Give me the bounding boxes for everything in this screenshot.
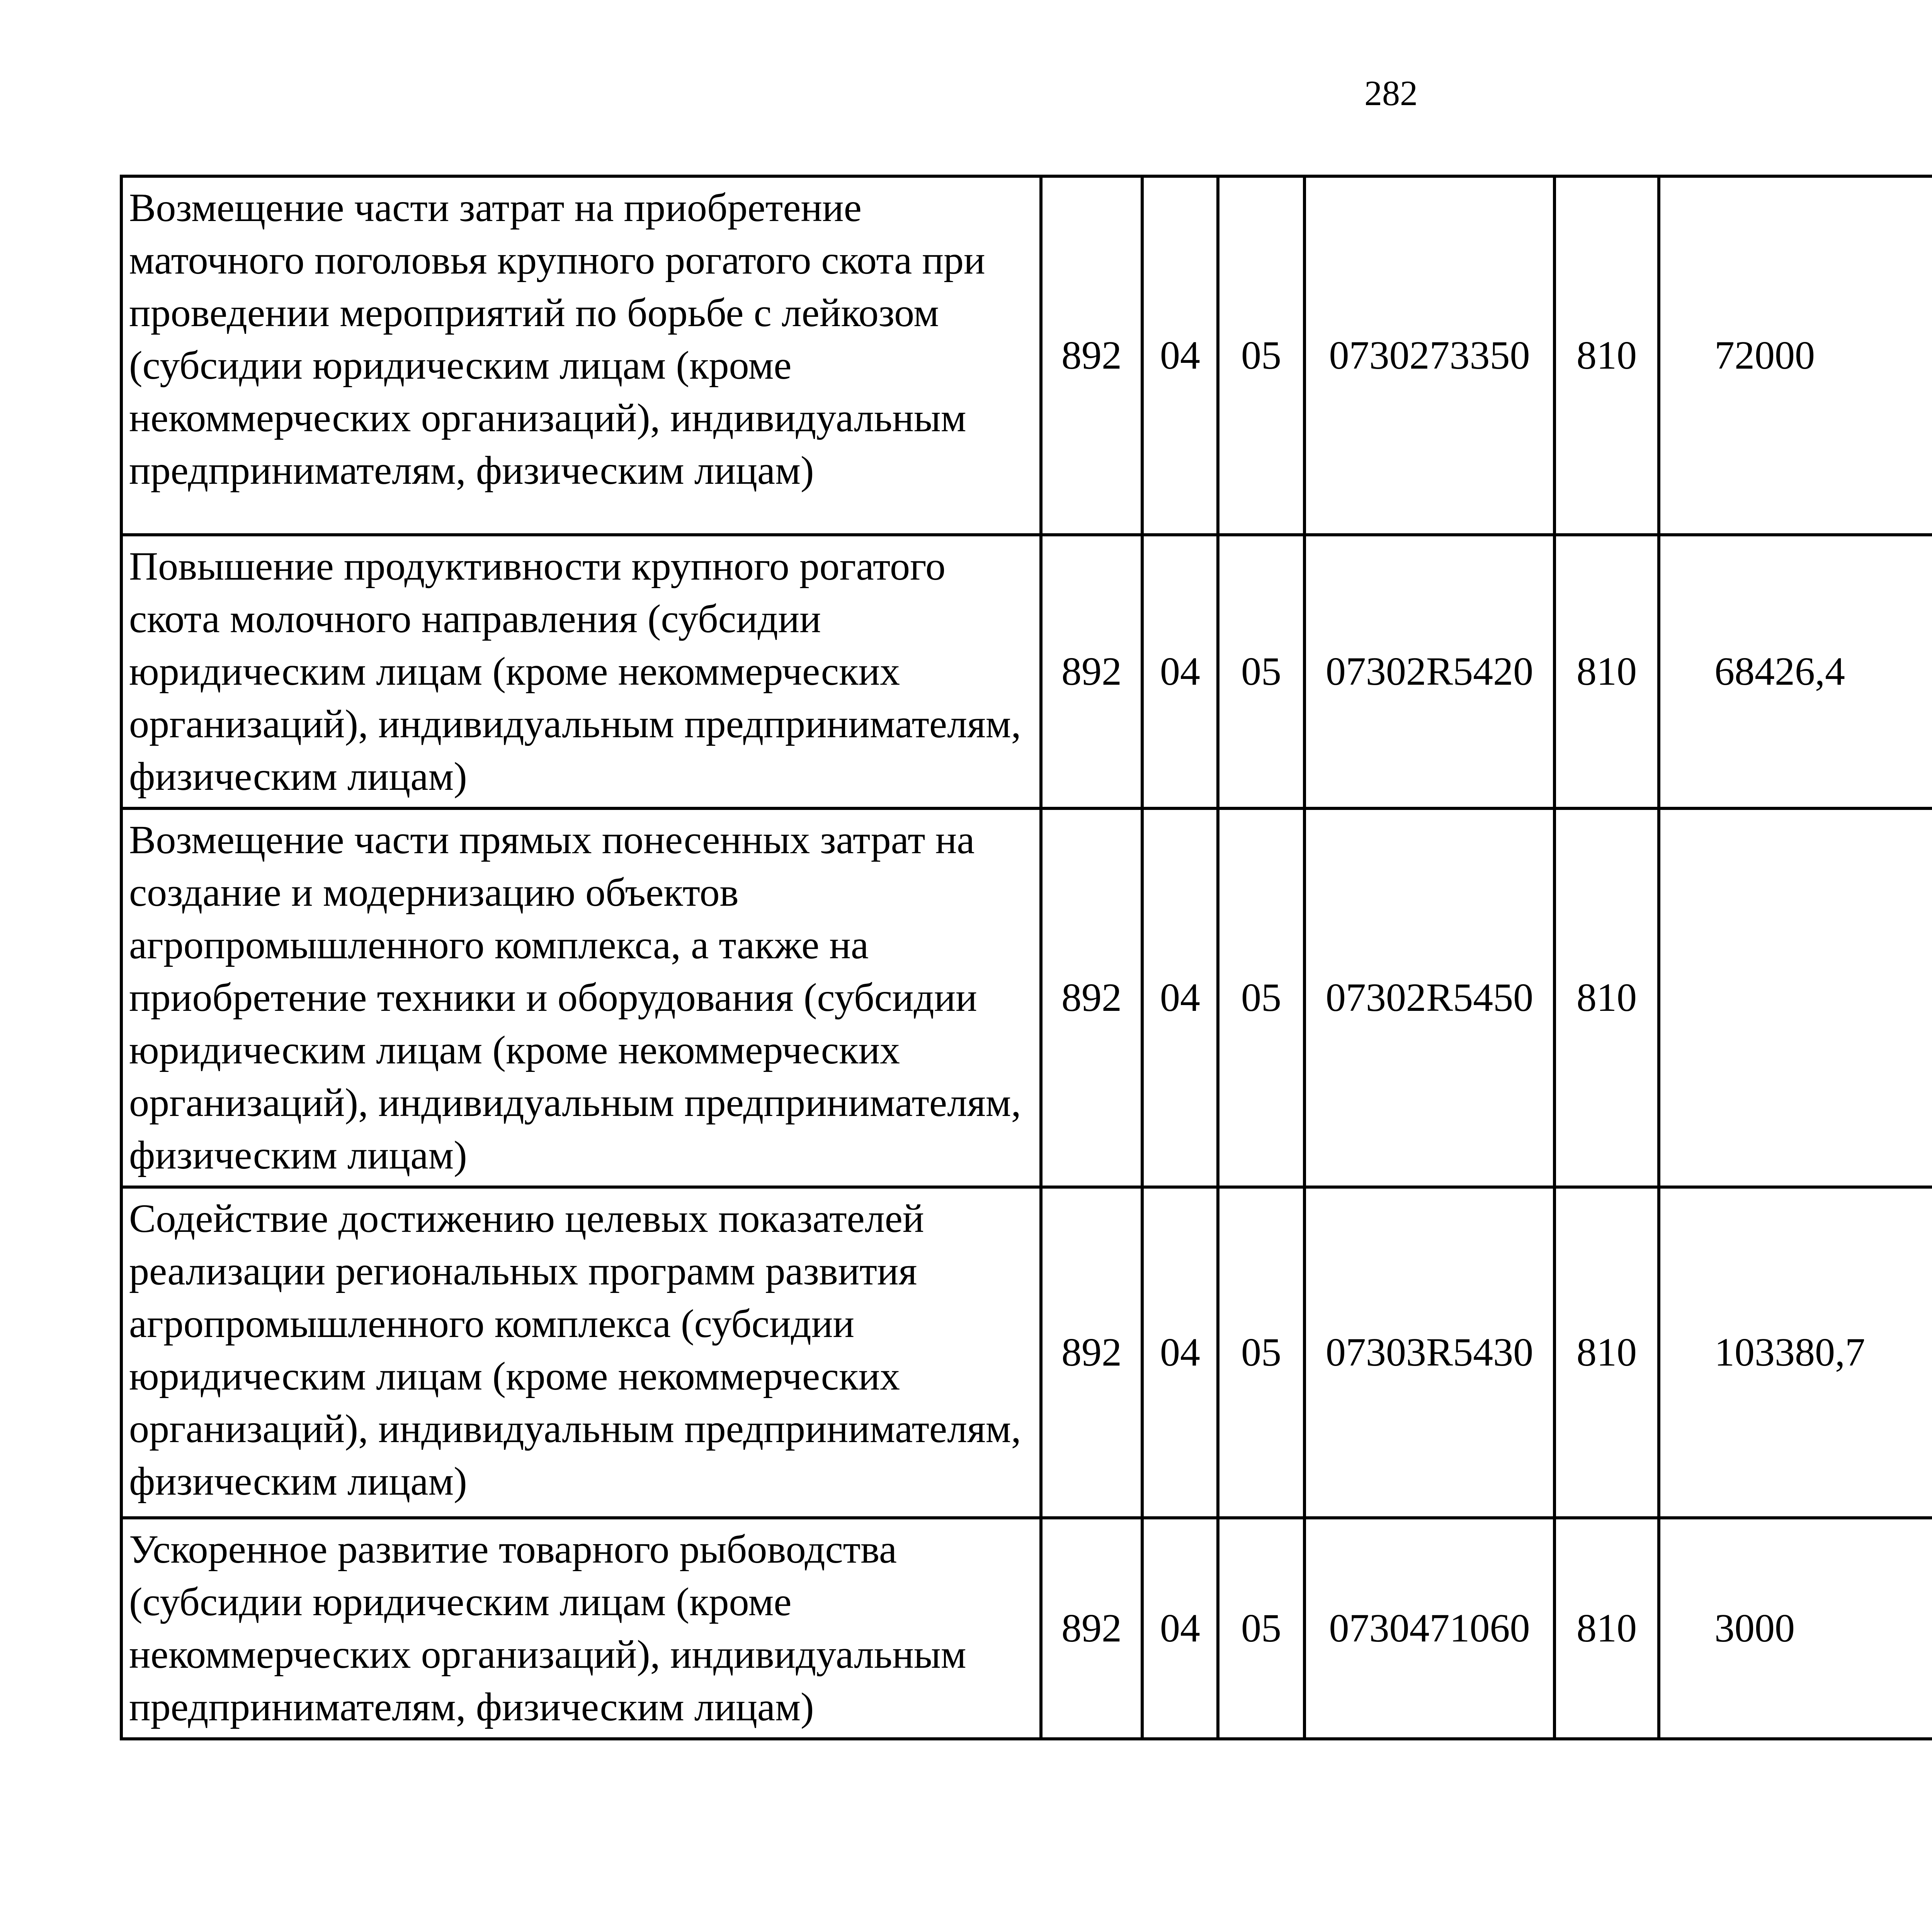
section-code: 04 — [1142, 808, 1218, 1187]
expense-type-code: 810 — [1554, 535, 1659, 808]
amount-year-1: 68426,4 — [1659, 535, 1932, 808]
section-code: 04 — [1142, 535, 1218, 808]
expense-type-code: 810 — [1554, 808, 1659, 1187]
ministry-code: 892 — [1041, 808, 1142, 1187]
amount-year-1 — [1659, 808, 1932, 1187]
subsection-code: 05 — [1218, 808, 1304, 1187]
target-article-code: 07302R5420 — [1304, 535, 1554, 808]
amount-year-1: 3000 — [1659, 1518, 1932, 1739]
table-row — [121, 176, 1932, 535]
row-description: Повышение продуктивности крупного рогатого скота молочного направления (субсидии юридическим лицам (кроме некоммерческих организаций), индивидуальным предпринимателям, физическим лицам) — [121, 535, 1041, 808]
row-description: Содействие достижению целевых показателей реализации региональных программ развития агропромышленного комплекса (субсидии юридическим лицам (кроме некоммерческих организаций), индивидуальным предпринимателям, физическим лицам) — [121, 1187, 1041, 1518]
expense-type-code: 810 — [1554, 1518, 1659, 1739]
target-article-code: 0730471060 — [1304, 1518, 1554, 1739]
amount-year-1: 72000 — [1659, 176, 1932, 535]
row-description: Возмещение части затрат на приобретение маточного поголовья крупного рогатого скота при проведении мероприятий по борьбе с лейкозом (субсидии юридическим лицам (кроме некоммерческих организаций), индивидуальным предпринимателям, физическим лицам) — [121, 176, 1041, 535]
expense-type-code: 810 — [1554, 176, 1659, 535]
section-code: 04 — [1142, 176, 1218, 535]
expense-type-code: 810 — [1554, 1187, 1659, 1518]
subsection-code: 05 — [1218, 1187, 1304, 1518]
budget-table — [120, 175, 1932, 1740]
target-article-code: 07302R5450 — [1304, 808, 1554, 1187]
subsection-code: 05 — [1218, 1518, 1304, 1739]
amount-year-1: 103380,7 — [1659, 1187, 1932, 1518]
ministry-code: 892 — [1041, 1187, 1142, 1518]
target-article-code: 07303R5430 — [1304, 1187, 1554, 1518]
target-article-code: 0730273350 — [1304, 176, 1554, 535]
section-code: 04 — [1142, 1518, 1218, 1739]
table-row — [121, 1518, 1932, 1739]
table-row — [121, 1187, 1932, 1518]
subsection-code: 05 — [1218, 176, 1304, 535]
table-row — [121, 535, 1932, 808]
row-description: Ускоренное развитие товарного рыбоводства (субсидии юридическим лицам (кроме некоммерческих организаций), индивидуальным предпринимателям, физическим лицам) — [121, 1518, 1041, 1739]
page-number: 282 — [1364, 73, 1418, 113]
section-code: 04 — [1142, 1187, 1218, 1518]
table-row — [121, 808, 1932, 1187]
ministry-code: 892 — [1041, 1518, 1142, 1739]
row-description: Возмещение части прямых понесенных затрат на создание и модернизацию объектов агропромышленного комплекса, а также на приобретение техники и оборудования (субсидии юридическим лицам (кроме некоммерческих организаций), индивидуальным предпринимателям, физическим лицам) — [121, 808, 1041, 1187]
ministry-code: 892 — [1041, 176, 1142, 535]
ministry-code: 892 — [1041, 535, 1142, 808]
subsection-code: 05 — [1218, 535, 1304, 808]
